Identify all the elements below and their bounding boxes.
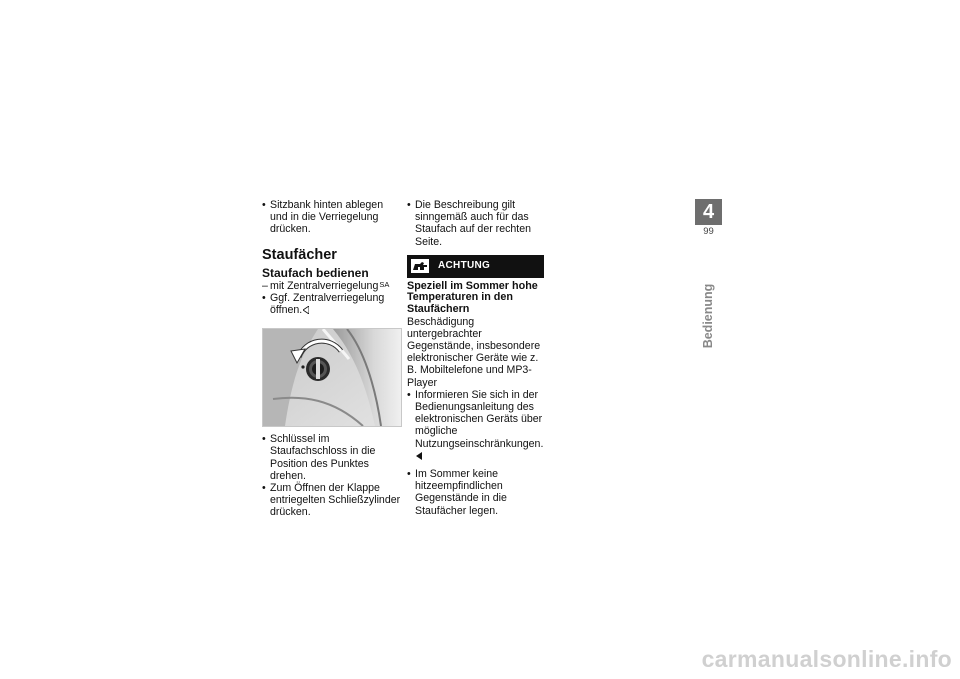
warning-banner bbox=[407, 255, 544, 278]
option-superscript: SA bbox=[379, 279, 390, 289]
chapter-name: Bedienung bbox=[701, 283, 715, 349]
option-note bbox=[262, 280, 402, 292]
option-text: mit Zentralverriegelung bbox=[270, 279, 379, 292]
instruction-unlock bbox=[262, 292, 402, 316]
instruction-turn-key: • Schlüssel im Staufachschloss in die Position des Punktes drehen. bbox=[262, 433, 402, 482]
triangle-end-icon bbox=[416, 452, 422, 460]
instruction-summer: • Im Sommer keine hitzeempfindlichen Gegenstände in die Staufächer legen. bbox=[407, 468, 544, 517]
instruction-press-cylinder: • Zum Öffnen der Klappe entriegelten Schließzylinder drücken. bbox=[262, 482, 402, 519]
warning-label: ACHTUNG bbox=[438, 260, 491, 272]
page-number: 99 bbox=[703, 226, 714, 237]
watermark: carmanualsonline.info bbox=[701, 646, 952, 672]
chapter-number: 4 bbox=[695, 199, 722, 225]
left-column bbox=[262, 199, 402, 519]
warning-text: Beschädigung untergebrachter Gegenstände, insbesondere elektronischer Geräte wie z. B. Mobiltelefone und MP3-Player bbox=[407, 315, 541, 389]
chapter-thumb-tab bbox=[695, 199, 722, 349]
storage-lock-illustration bbox=[263, 329, 401, 426]
instruction-unlock-text: Ggf. Zentralverriegelung öffnen. bbox=[270, 291, 385, 317]
instruction-seat: • Sitzbank hinten ablegen und in die Verriegelung drücken. bbox=[262, 199, 402, 236]
storage-lock-photo bbox=[262, 328, 402, 427]
subsection-heading: Staufach bedienen bbox=[262, 265, 369, 280]
hand-warning-icon bbox=[411, 259, 429, 273]
note-right-side: • Die Beschreibung gilt sinngemäß auch für das Staufach auf der rechten Seite. bbox=[407, 199, 544, 248]
triangle-end-icon bbox=[303, 306, 309, 314]
section-heading: Staufächer bbox=[262, 246, 337, 263]
warning-instruction-manual-text: Informieren Sie sich in der Bedienungsanleitung des elektronischen Geräts über mögliche Nutzungseinschränkungen. bbox=[415, 388, 544, 450]
right-column bbox=[407, 199, 544, 517]
warning-instruction-manual bbox=[407, 389, 544, 462]
warning-title: Speziell im Sommer hohe Temperaturen in den Staufächern bbox=[407, 279, 538, 315]
